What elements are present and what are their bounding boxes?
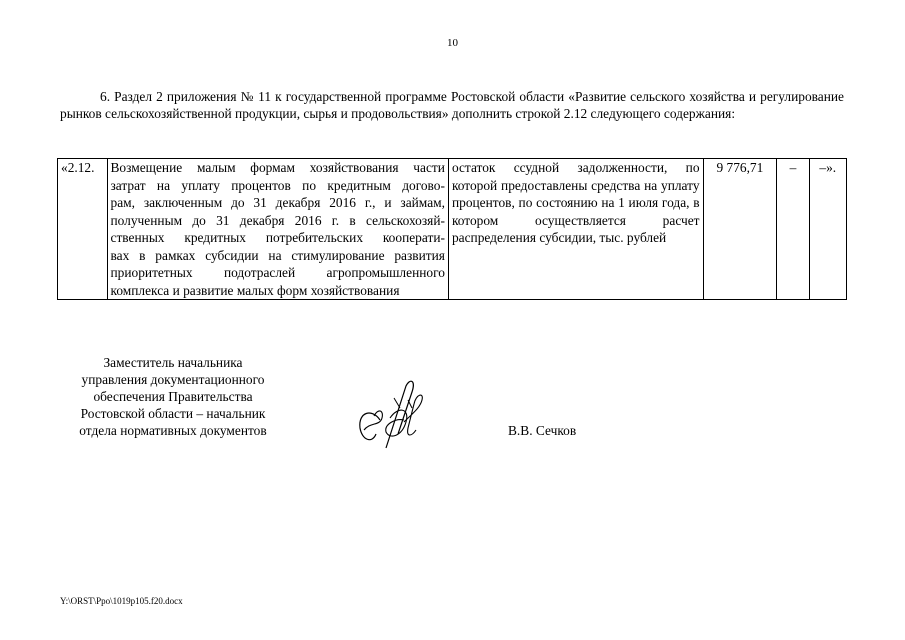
row-calculation-base: остаток ссудной задолженности, по которой предоставлены средства на уплату процентов, по состоянию на 1 июля года, в котором осуществляется расчет распределения субсидии, тыс. рублей [448,159,703,300]
position-line: Заместитель начальника [103,355,243,370]
description-line: ственных кредитных потребительских кооперати- [110,230,445,245]
signer-name: В.В. Сечков [508,423,577,438]
description-line: рам, заключенным до 31 декабря 2016 г., и займам, [110,195,445,210]
description-line: вах в рамках субсидии на стимулирование развития [110,247,445,263]
row-number: «2.12. [58,159,108,300]
handwritten-signature [350,378,436,454]
description-line: комплекса и развитие малых форм хозяйствования [110,282,400,298]
signer-position [58,354,288,439]
description-line: полученным до 31 декабря 2016 г. в сельскохозяй- [110,212,445,228]
row-description [107,159,448,300]
position-line: отдела нормативных документов [79,423,267,438]
amendment-text: 6. Раздел 2 приложения № 11 к государственной программе Ростовской области «Развитие сельского хозяйства и регулирование рынков сельскохозяйственной продукции, сырья и продовольствия» дополнить строкой 2.12 следующего содержания: [60,89,844,121]
table-row [58,159,847,300]
row-dash: – [777,159,809,300]
amendment-paragraph [60,88,844,122]
description-line: затрат на уплату процентов по кредитным догово- [110,177,445,193]
description-line: Возмещение малым формам хозяйствования части [110,160,445,175]
footer-file-path: Y:\ORST\Ppo\1019p105.f20.docx [60,596,183,606]
position-line: управления документационного [81,372,265,387]
row-dash-closing: –». [809,159,846,300]
description-line: приоритетных подотраслей агропромышленного [110,265,445,280]
row-value: 9 776,71 [703,159,777,300]
page-number: 10 [447,37,458,49]
position-line: обеспечения Правительства [93,389,253,404]
position-line: Ростовской области – начальник [80,406,266,421]
amendment-table [57,158,847,300]
